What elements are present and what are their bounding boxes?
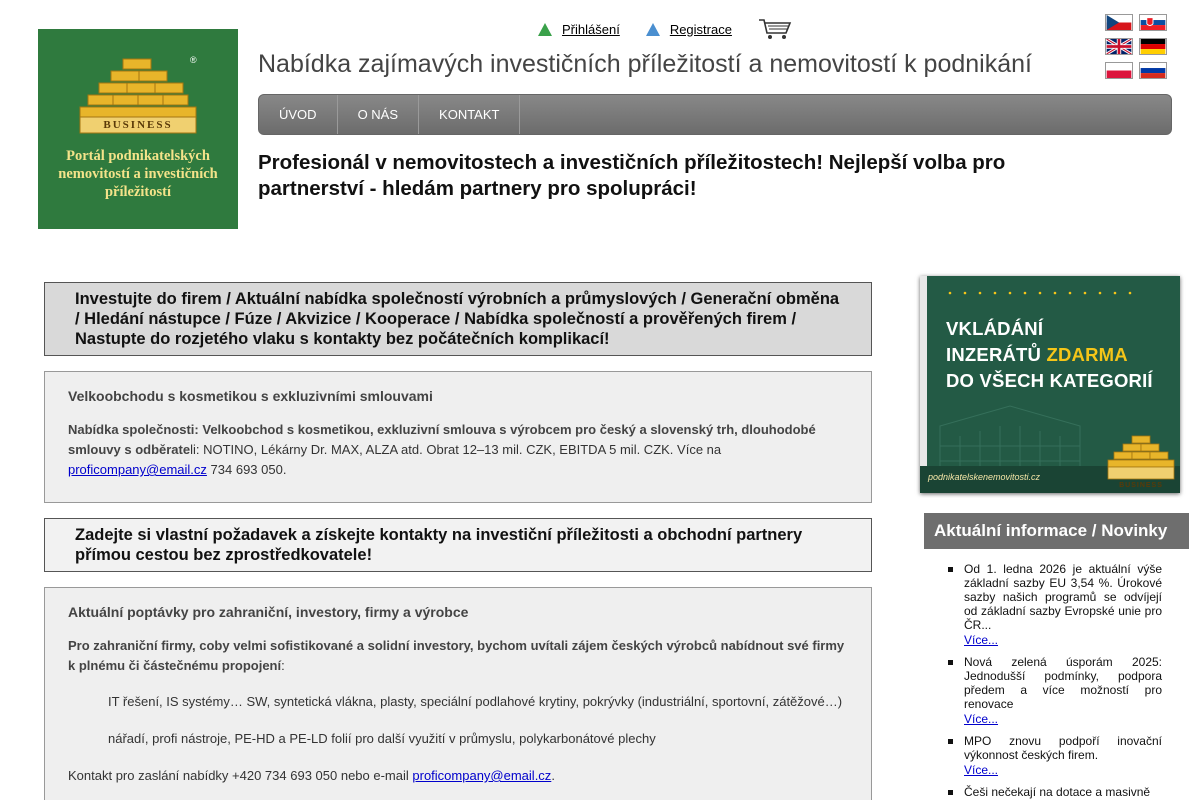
banner-line-3: DO VŠECH KATEGORIÍ xyxy=(946,370,1153,391)
nav-item-home[interactable]: ÚVOD xyxy=(259,95,338,134)
demand-title[interactable]: Aktuální poptávky pro zahraniční, investory, firmy a výrobce xyxy=(68,604,469,620)
demand-contact xyxy=(68,766,848,786)
news-heading: Aktuální informace / Novinky xyxy=(924,513,1189,549)
demand-list-item: IT řešení, IS systémy… SW, syntetická vlákna, plasty, speciální podlahové krytiny, pokrývky (industriální, sportovní, zátěžové…) xyxy=(108,694,843,709)
news-more-link[interactable]: Více... xyxy=(964,712,999,726)
request-headline-box: Zadejte si vlastní požadavek a získejte kontakty na investiční příležitosti a obchodní partnery přímou cestou bez zprostředkovatele! xyxy=(44,518,872,572)
demand-list xyxy=(108,692,848,749)
banner-line-2 xyxy=(946,342,1153,368)
news-item xyxy=(946,734,1162,777)
main-nav xyxy=(258,94,1172,135)
offer-title[interactable]: Velkoobchodu s kosmetikou s exkluzivními smlouvami xyxy=(68,388,433,404)
banner-brand-word: BUSINESS xyxy=(1119,482,1163,489)
demand-contact-text: Kontakt pro zaslání nabídky +420 734 693 050 nebo e-mail xyxy=(68,768,413,783)
news-item xyxy=(946,785,1162,799)
news-item-text: MPO znovu podpoří inovační výkonnost českých firem. xyxy=(964,734,1162,762)
news-item-text: Nová zelená úsporám 2025: Jednodušší podmínky, podpora předem a více možností pro renovace xyxy=(964,655,1162,711)
shopping-cart-icon[interactable] xyxy=(758,18,792,40)
offer-description xyxy=(68,420,848,480)
nav-item-contact[interactable]: KONTAKT xyxy=(419,95,520,134)
offer-description-bold: Nabídka společnosti: Velkoobchod s kosmetikou, exkluzivní smlouva s výrobcem pro český a slovenský trh, dlouhodobé smlouvy s odběrate xyxy=(68,422,816,457)
banner-headline xyxy=(946,316,1153,394)
svg-text:®: ® xyxy=(190,55,197,65)
offer-description-rest: li: NOTINO, Lékárny Dr. MAX, ALZA atd. Obrat 12–13 mil. CZK, EBITDA 5 mil. CZK. Více na xyxy=(190,442,722,457)
russian-flag-icon[interactable] xyxy=(1139,62,1167,79)
news-item xyxy=(946,562,1162,647)
demand-card-foreign xyxy=(44,587,872,800)
register-link[interactable] xyxy=(646,22,732,37)
slogan: Profesionál v nemovitostech a investičních příležitostech! Nejlepší volba pro partnerství - hledám partnery pro spolupráci! xyxy=(258,151,1006,200)
polish-flag-icon[interactable] xyxy=(1105,62,1133,79)
news-list xyxy=(946,562,1162,800)
language-flags xyxy=(1105,14,1167,79)
login-triangle-icon xyxy=(538,23,552,36)
account-links xyxy=(538,18,792,40)
uk-flag-icon[interactable] xyxy=(1105,38,1133,55)
banner-line-1: VKLÁDÁNÍ xyxy=(946,318,1044,339)
czech-flag-icon[interactable] xyxy=(1105,14,1133,31)
login-link[interactable] xyxy=(538,22,620,37)
site-title: Nabídka zajímavých investičních příležitostí a nemovitostí k podnikání xyxy=(258,50,1032,78)
login-label: Přihlášení xyxy=(562,21,620,37)
register-label: Registrace xyxy=(669,21,732,37)
offer-phone: 734 693 050. xyxy=(206,462,287,477)
news-item-text: Češi nečekají na dotace a masivně xyxy=(964,785,1151,799)
banner-url: podnikatelskenemovitosti.cz xyxy=(928,472,1041,482)
demand-contact-end: . xyxy=(551,768,555,783)
german-flag-icon[interactable] xyxy=(1139,38,1167,55)
demand-list-item: nářadí, profi nástroje, PE-HD a PE-LD folií pro další využití v průmyslu, polykarbonátové plechy xyxy=(108,731,656,746)
invest-headline-box: Investujte do firem / Aktuální nabídka společností výrobních a průmyslových / Generační obměna / Hledání nástupce / Fúze / Akvizice / Kooperace / Nabídka společností a prověřených firem / Nastupte do rozjetého vlaku s kontakty bez počátečních komplikací! xyxy=(44,282,872,356)
news-item-text: Od 1. ledna 2026 je aktuální výše základní sazby EU 3,54 %. Úrokové sazby našich programů se odvíjejí od základní sazby Evropské unie pro ČR... xyxy=(964,562,1162,632)
logo-brand-word: BUSINESS xyxy=(103,119,173,131)
news-more-link[interactable]: Více... xyxy=(964,633,999,647)
banner-line-2a: INZERÁTŮ xyxy=(946,344,1047,365)
register-triangle-icon xyxy=(646,23,660,36)
news-item xyxy=(946,655,1162,726)
slovak-flag-icon[interactable] xyxy=(1139,14,1167,31)
news-more-link[interactable]: Více... xyxy=(964,763,999,777)
demand-description xyxy=(68,636,848,676)
site-logo[interactable] xyxy=(38,29,238,229)
offer-card-cosmetics xyxy=(44,371,872,503)
logo-caption: Portál podnikatelských nemovitostí a investičních příležitostí xyxy=(58,148,218,200)
demand-description-rest: : xyxy=(281,658,285,673)
nav-item-about[interactable]: O NÁS xyxy=(338,95,419,134)
banner-line-2b: ZDARMA xyxy=(1046,344,1128,365)
free-ads-banner[interactable] xyxy=(920,276,1180,493)
offer-email-link[interactable]: proficompany@email.cz xyxy=(68,462,207,477)
demand-email-link[interactable]: proficompany@email.cz xyxy=(412,768,552,783)
demand-description-bold: Pro zahraniční firmy, coby velmi sofistikované a solidní investory, bychom uvítali zájem českých výrobců nabídnout své firmy k plnému či částečnému propojení xyxy=(68,638,845,673)
